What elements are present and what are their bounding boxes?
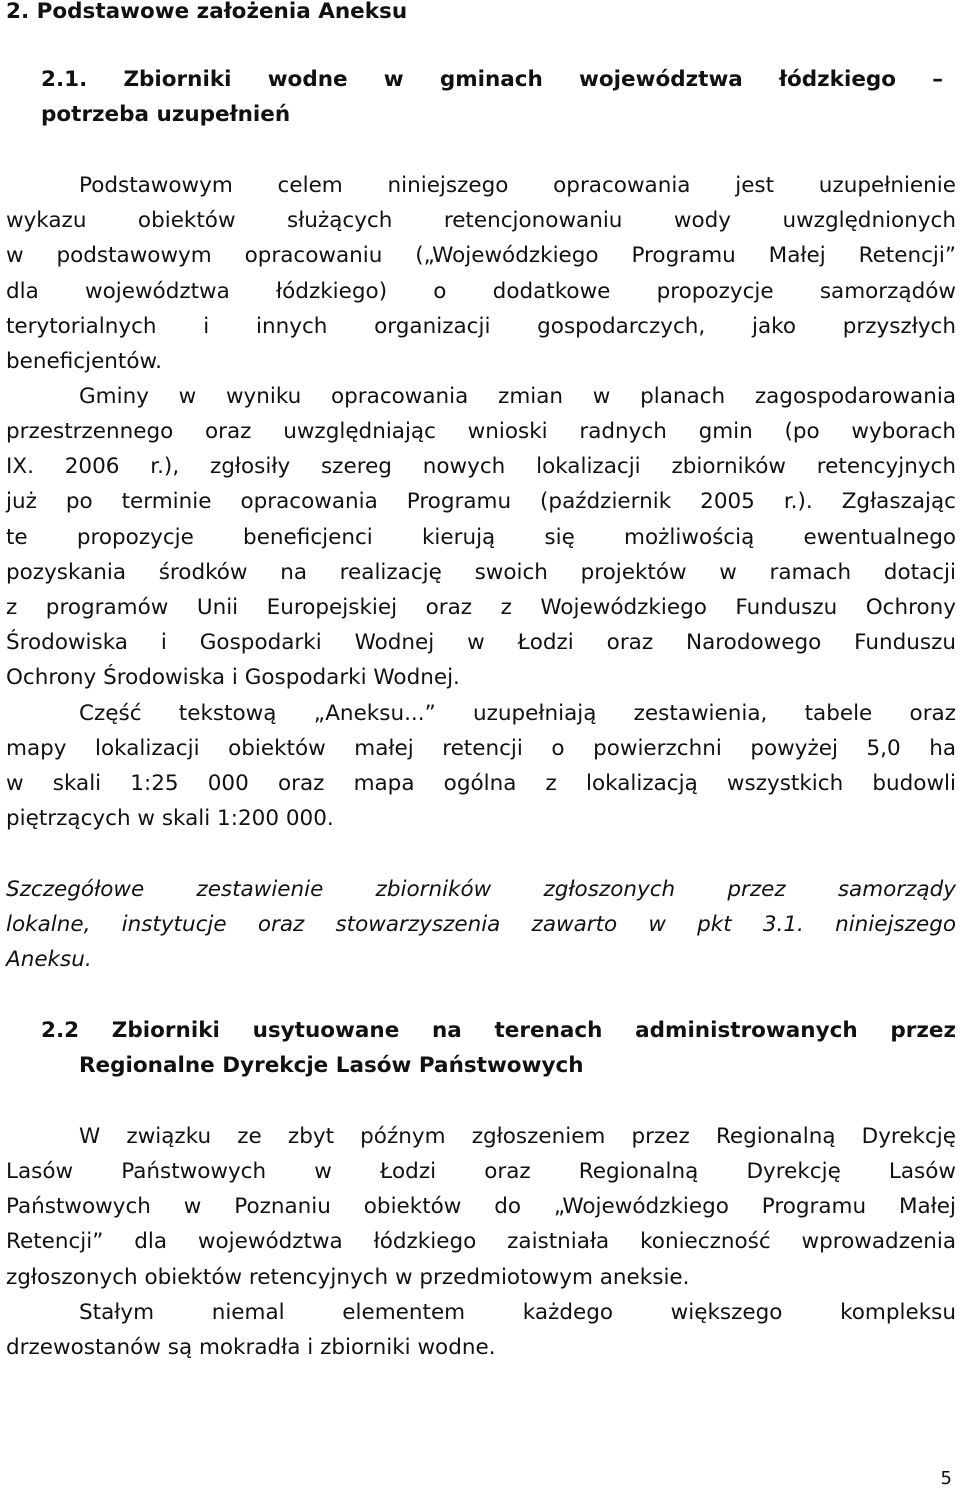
para2-line-8: Środowiska i Gospodarki Wodnej w Łodzi oraz Narodowego Funduszu xyxy=(6,630,956,655)
para3-line-4: piętrzących w skali 1:200 000. xyxy=(6,806,334,831)
para2-line-4: już po terminie opracowania Programu (październik 2005 r.). Zgłaszając xyxy=(6,489,956,514)
para4-line-4: Retencji” dla województwa łódzkiego zaistniała konieczność wprowadzenia xyxy=(6,1229,956,1254)
para2-line-3: IX. 2006 r.), zgłosiły szereg nowych lokalizacji zbiorników retencyjnych xyxy=(6,454,956,479)
page-number: 5 xyxy=(940,1468,952,1489)
subsection-heading-2-1-line-2: potrzeba uzupełnień xyxy=(41,102,291,127)
para3-line-3: w skali 1:25 000 oraz mapa ogólna z lokalizacją wszystkich budowli xyxy=(6,771,956,796)
para4-line-1: W związku ze zbyt późnym zgłoszeniem przez Regionalną Dyrekcję xyxy=(79,1124,956,1149)
para1-line-5: terytorialnych i innych organizacji gospodarczych, jako przyszłych xyxy=(6,314,956,339)
para2-line-9: Ochrony Środowiska i Gospodarki Wodnej. xyxy=(6,665,460,690)
subsection-heading-2-2-line-1: 2.2 Zbiorniki usytuowane na terenach administrowanych przez xyxy=(41,1018,956,1043)
para5-line-1: Stałym niemal elementem każdego większego kompleksu xyxy=(79,1300,956,1325)
para2-line-7: z programów Unii Europejskiej oraz z Wojewódzkiego Funduszu Ochrony xyxy=(6,595,956,620)
subsection-heading-2-2-line-2: Regionalne Dyrekcje Lasów Państwowych xyxy=(79,1053,584,1078)
para2-line-1: Gminy w wyniku opracowania zmian w planach zagospodarowania xyxy=(79,384,956,409)
para2-line-5: te propozycje beneficjenci kierują się możliwością ewentualnego xyxy=(6,525,956,550)
para1-line-1: Podstawowym celem niniejszego opracowania jest uzupełnienie xyxy=(79,173,956,198)
para1-line-6: beneficjentów. xyxy=(6,349,162,374)
para3-line-2: mapy lokalizacji obiektów małej retencji o powierzchni powyżej 5,0 ha xyxy=(6,736,956,761)
para2-line-2: przestrzennego oraz uwzględniając wnioski radnych gmin (po wyborach xyxy=(6,419,956,444)
para5-line-2: drzewostanów są mokradła i zbiorniki wodne. xyxy=(6,1335,496,1360)
para2-line-6: pozyskania środków na realizację swoich projektów w ramach dotacji xyxy=(6,560,956,585)
italic-note-line-3: Aneksu. xyxy=(6,947,92,972)
section-heading: 2. Podstawowe założenia Aneksu xyxy=(6,0,408,24)
para1-line-3: w podstawowym opracowaniu („Wojewódzkiego Programu Małej Retencji” xyxy=(6,243,956,268)
subsection-heading-2-1-line-1: 2.1. Zbiorniki wodne w gminach województwa łódzkiego – xyxy=(41,67,943,92)
para1-line-2: wykazu obiektów służących retencjonowaniu wody uwzględnionych xyxy=(6,208,956,233)
para3-line-1: Część tekstową „Aneksu...” uzupełniają zestawienia, tabele oraz xyxy=(79,701,956,726)
italic-note-line-2: lokalne, instytucje oraz stowarzyszenia zawarto w pkt 3.1. niniejszego xyxy=(6,912,956,937)
para4-line-2: Lasów Państwowych w Łodzi oraz Regionalną Dyrekcję Lasów xyxy=(6,1159,956,1184)
para4-line-5: zgłoszonych obiektów retencyjnych w przedmiotowym aneksie. xyxy=(6,1265,690,1290)
italic-note-line-1: Szczegółowe zestawienie zbiorników zgłoszonych przez samorządy xyxy=(6,877,956,902)
para4-line-3: Państwowych w Poznaniu obiektów do „Wojewódzkiego Programu Małej xyxy=(6,1194,956,1219)
para1-line-4: dla województwa łódzkiego) o dodatkowe propozycje samorządów xyxy=(6,279,956,304)
